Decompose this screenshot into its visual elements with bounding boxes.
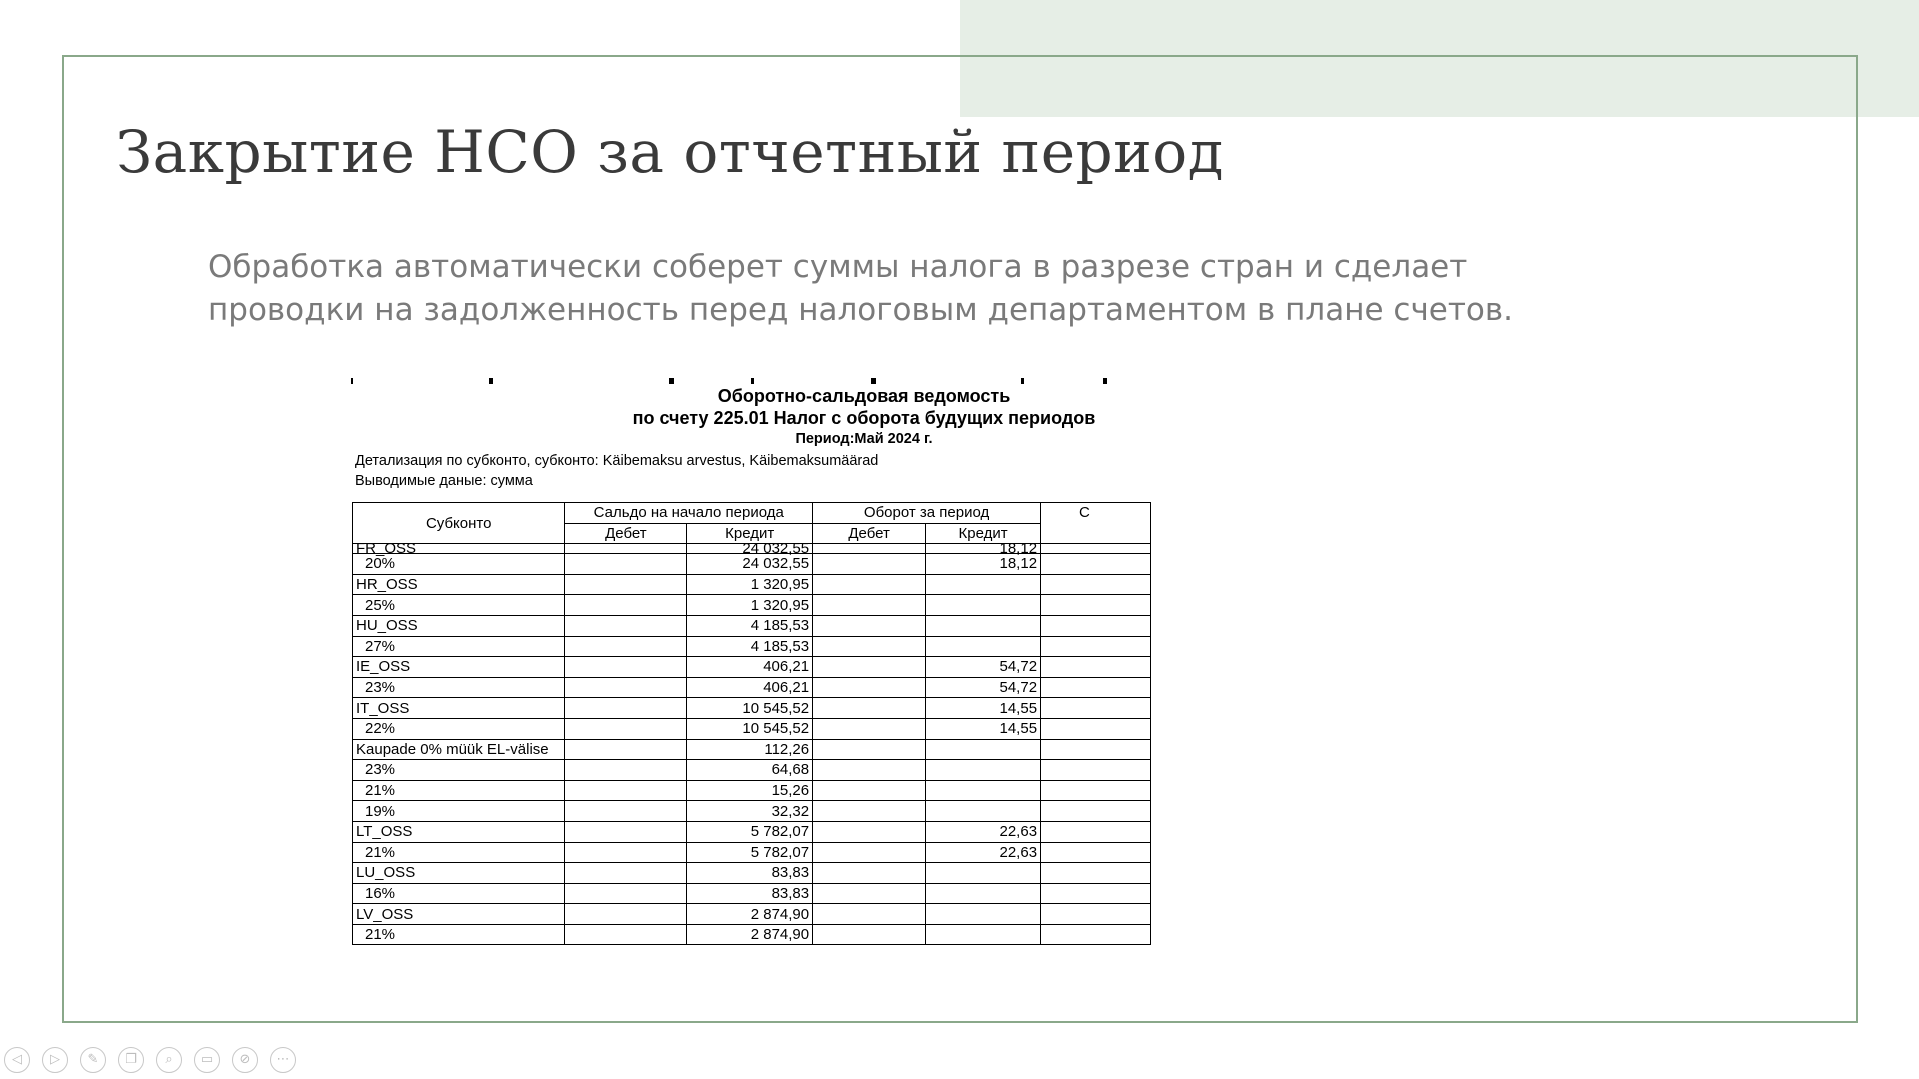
cell-open-debit (565, 574, 687, 595)
cell-subkonto: 21% (353, 780, 565, 801)
report-detail: Детализация по субконто, субконто: Käibemaksu arvestus, Käibemaksumäärad (355, 453, 879, 469)
header-opening-credit: Кредит (687, 523, 813, 544)
cell-closing (1041, 677, 1151, 698)
cell-turn-debit (813, 904, 926, 925)
cell-turn-credit: 18,12 (926, 554, 1041, 575)
cell-open-credit: 32,32 (687, 801, 813, 822)
cell-closing (1041, 883, 1151, 904)
screen-button[interactable] (194, 1047, 220, 1073)
cell-open-credit: 4 185,53 (687, 636, 813, 657)
cell-subkonto: 25% (353, 595, 565, 616)
cell-subkonto: IE_OSS (353, 657, 565, 678)
more-icon: ⋯ (276, 1052, 290, 1067)
cell-open-credit: 24 032,55 (687, 554, 813, 575)
header-turnover: Оборот за период (813, 503, 1041, 524)
cell-open-credit: 15,26 (687, 780, 813, 801)
cell-closing (1041, 924, 1151, 945)
table-row (353, 698, 1151, 719)
cell-turn-debit (813, 821, 926, 842)
cell-turn-debit (813, 760, 926, 781)
cell-open-credit: 406,21 (687, 657, 813, 678)
cell-closing (1041, 801, 1151, 822)
cell-closing (1041, 842, 1151, 863)
cell-subkonto: 20% (353, 554, 565, 575)
header-closing-balance: С (1041, 503, 1151, 544)
cell-closing (1041, 863, 1151, 884)
cell-turn-credit: 22,63 (926, 842, 1041, 863)
header-opening-debit: Дебет (565, 523, 687, 544)
cell-closing (1041, 780, 1151, 801)
cell-turn-credit: 22,63 (926, 821, 1041, 842)
description-line-1: Обработка автоматически соберет суммы налога в разрезе стран и сделает (208, 249, 1468, 285)
cell-open-debit (565, 615, 687, 636)
cell-turn-credit: 54,72 (926, 677, 1041, 698)
cell-closing (1041, 636, 1151, 657)
cell-open-debit (565, 842, 687, 863)
cell-turn-credit (926, 615, 1041, 636)
cell-turn-debit (813, 636, 926, 657)
cell-subkonto: FR_OSS (353, 544, 565, 554)
header-turnover-debit: Дебет (813, 523, 926, 544)
cell-open-debit (565, 698, 687, 719)
table-row (353, 904, 1151, 925)
cell-turn-debit (813, 615, 926, 636)
slides-grid-icon: ❐ (125, 1052, 137, 1067)
cell-turn-debit (813, 554, 926, 575)
cell-subkonto: 23% (353, 760, 565, 781)
table-row (353, 801, 1151, 822)
cell-open-credit: 2 874,90 (687, 924, 813, 945)
cell-open-debit (565, 863, 687, 884)
table-row (353, 718, 1151, 739)
cell-turn-credit (926, 780, 1041, 801)
cell-closing (1041, 739, 1151, 760)
arrow-left-icon: ◁ (12, 1052, 22, 1067)
cell-closing (1041, 760, 1151, 781)
report-screenshot (349, 378, 1151, 944)
cell-turn-debit (813, 574, 926, 595)
cell-subkonto: LV_OSS (353, 904, 565, 925)
cell-open-debit (565, 904, 687, 925)
cell-subkonto: IT_OSS (353, 698, 565, 719)
cell-subkonto: 22% (353, 718, 565, 739)
cell-open-debit (565, 760, 687, 781)
cell-turn-debit (813, 544, 926, 554)
cell-subkonto: 21% (353, 924, 565, 945)
cell-open-debit (565, 636, 687, 657)
cell-closing (1041, 574, 1151, 595)
cell-open-credit: 10 545,52 (687, 718, 813, 739)
arrow-right-icon: ▷ (50, 1052, 60, 1067)
cell-turn-debit (813, 924, 926, 945)
cell-turn-credit: 54,72 (926, 657, 1041, 678)
screen-icon: ▭ (200, 1052, 214, 1067)
cell-turn-debit (813, 801, 926, 822)
cell-open-credit: 10 545,52 (687, 698, 813, 719)
more-options-button[interactable] (270, 1047, 296, 1073)
cell-subkonto: 27% (353, 636, 565, 657)
table-row (353, 636, 1151, 657)
cell-open-credit: 1 320,95 (687, 595, 813, 616)
cell-turn-credit: 14,55 (926, 718, 1041, 739)
report-output: Выводимые даные: сумма (355, 473, 533, 489)
cell-open-credit: 83,83 (687, 863, 813, 884)
slide-title: Закрытие НСО за отчетный период (116, 118, 1224, 186)
previous-slide-button[interactable] (4, 1047, 30, 1073)
cell-open-debit (565, 718, 687, 739)
table-row (353, 615, 1151, 636)
cell-open-credit: 24 032,55 (687, 544, 813, 554)
cell-turn-debit (813, 657, 926, 678)
cell-turn-credit (926, 574, 1041, 595)
cell-open-debit (565, 595, 687, 616)
table-row (353, 574, 1151, 595)
cell-turn-debit (813, 883, 926, 904)
cell-turn-credit (926, 595, 1041, 616)
cell-turn-debit (813, 677, 926, 698)
report-subtitle: по счету 225.01 Налог с оборота будущих периодов (632, 408, 1096, 428)
table-row (353, 554, 1151, 575)
table-row (353, 924, 1151, 945)
cell-open-credit: 1 320,95 (687, 574, 813, 595)
cell-subkonto: 16% (353, 883, 565, 904)
header-subkonto: Субконто (353, 503, 565, 544)
cell-open-debit (565, 657, 687, 678)
cell-closing (1041, 544, 1151, 554)
cell-turn-credit (926, 760, 1041, 781)
cell-open-credit: 5 782,07 (687, 821, 813, 842)
pen-button[interactable] (80, 1047, 106, 1073)
cell-turn-debit (813, 842, 926, 863)
table-row (353, 677, 1151, 698)
cell-open-credit: 83,83 (687, 883, 813, 904)
report-table (352, 502, 1151, 945)
cell-open-debit (565, 739, 687, 760)
header-turnover-credit: Кредит (926, 523, 1041, 544)
report-period: Период:Май 2024 г. (795, 431, 933, 447)
cell-open-credit: 406,21 (687, 677, 813, 698)
cell-open-debit (565, 544, 687, 554)
table-row (353, 883, 1151, 904)
zoom-button[interactable] (156, 1047, 182, 1073)
cell-open-debit (565, 883, 687, 904)
cell-turn-debit (813, 780, 926, 801)
cell-closing (1041, 595, 1151, 616)
cell-open-credit: 5 782,07 (687, 842, 813, 863)
cell-turn-credit (926, 636, 1041, 657)
cell-subkonto: HR_OSS (353, 574, 565, 595)
header-opening-balance: Сальдо на начало периода (565, 503, 813, 524)
cell-open-credit: 112,26 (687, 739, 813, 760)
report-title: Оборотно-сальдовая ведомость (717, 386, 1011, 406)
cell-open-credit: 2 874,90 (687, 904, 813, 925)
cell-closing (1041, 698, 1151, 719)
cell-subkonto: LU_OSS (353, 863, 565, 884)
cell-turn-credit (926, 801, 1041, 822)
cell-open-debit (565, 821, 687, 842)
cell-turn-credit (926, 739, 1041, 760)
cell-closing (1041, 904, 1151, 925)
table-row (353, 760, 1151, 781)
cell-turn-debit (813, 863, 926, 884)
cell-closing (1041, 615, 1151, 636)
pen-icon: ✎ (87, 1052, 99, 1067)
table-row (353, 595, 1151, 616)
camera-off-icon: ⊘ (239, 1052, 251, 1067)
cell-subkonto: HU_OSS (353, 615, 565, 636)
cell-turn-credit (926, 924, 1041, 945)
cell-turn-debit (813, 698, 926, 719)
cell-closing (1041, 718, 1151, 739)
next-slide-button[interactable] (42, 1047, 68, 1073)
table-row (353, 842, 1151, 863)
cell-turn-credit (926, 904, 1041, 925)
all-slides-button[interactable] (118, 1047, 144, 1073)
cell-turn-credit: 14,55 (926, 698, 1041, 719)
cell-turn-debit (813, 739, 926, 760)
cell-turn-credit: 18,12 (926, 544, 1041, 554)
cell-open-debit (565, 801, 687, 822)
slide-description (208, 246, 1513, 332)
cell-open-credit: 4 185,53 (687, 615, 813, 636)
cell-turn-credit (926, 883, 1041, 904)
cell-subkonto: 21% (353, 842, 565, 863)
cell-subkonto: 23% (353, 677, 565, 698)
description-line-2: проводки на задолженность перед налоговым департаментом в плане счетов. (208, 292, 1513, 328)
table-row (353, 863, 1151, 884)
cell-closing (1041, 657, 1151, 678)
cell-turn-credit (926, 863, 1041, 884)
cell-open-debit (565, 780, 687, 801)
report-clipped-edge (351, 378, 1151, 384)
cell-subkonto: Kaupade 0% müük EL-välise (353, 739, 565, 760)
table-row-cut (353, 544, 1151, 554)
cell-open-debit (565, 554, 687, 575)
camera-toggle-button[interactable] (232, 1047, 258, 1073)
cell-open-debit (565, 924, 687, 945)
table-row (353, 780, 1151, 801)
cell-open-credit: 64,68 (687, 760, 813, 781)
table-row (353, 657, 1151, 678)
table-row (353, 739, 1151, 760)
cell-closing (1041, 821, 1151, 842)
cell-open-debit (565, 677, 687, 698)
cell-subkonto: LT_OSS (353, 821, 565, 842)
table-row (353, 821, 1151, 842)
cell-turn-debit (813, 595, 926, 616)
cell-subkonto: 19% (353, 801, 565, 822)
cell-closing (1041, 554, 1151, 575)
cell-turn-debit (813, 718, 926, 739)
magnifier-icon: ⌕ (165, 1052, 173, 1067)
